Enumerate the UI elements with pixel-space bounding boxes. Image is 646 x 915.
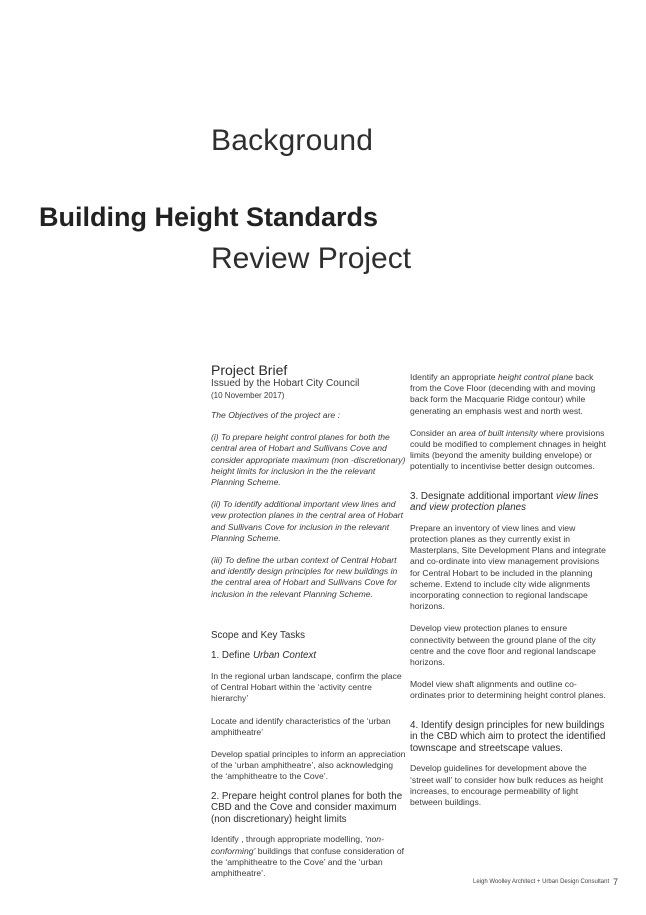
task-4-heading: 4. Identify design principles for new buildings in the CBD which aim to protect the identified townscape and streetscape values. — [410, 719, 606, 754]
task-1-italic: Urban Context — [252, 650, 317, 662]
page-heading-background: Background — [211, 124, 374, 157]
project-brief-date: (10 November 2017) — [211, 391, 285, 400]
task-4-paragraph-1: Develop guidelines for development above the ‘street wall’ to consider how bulk reduces as height increases, to encourage permeability of light between buildings. — [410, 763, 604, 808]
objectives-intro: The Objectives of the project are : — [211, 410, 340, 420]
right-column — [410, 372, 606, 819]
page-title: Building Height Standards — [39, 202, 379, 232]
objective-3: (iii) To define the urban context of Central Hobart and identify design principles for new buildings in the central area of Hobart and Sullivans Cove for inclusion in the relevant Planning Scheme. — [211, 555, 398, 599]
height-control-plane-paragraph — [410, 372, 606, 417]
task-1-prefix: 1. Define — [211, 650, 253, 662]
right-p2-italic: area of built intensity — [458, 427, 538, 438]
right-p1-text-b: back from the Cove Floor (decending with and moving back form the Macquarie Ridge contour) while generating an emphasis west and north west. — [410, 372, 596, 416]
project-brief-title: Project Brief — [211, 362, 288, 378]
project-brief-issued-by: Issued by the Hobart City Council — [211, 378, 360, 389]
right-p2-text-a: Consider an — [410, 427, 459, 438]
task-2-paragraph-1 — [211, 834, 407, 879]
page-subtitle: Review Project — [211, 242, 412, 275]
task-3-italic: view lines and view protection planes — [410, 490, 599, 514]
footer-credit: Leigh Woolley Architect + Urban Design Consultant — [473, 879, 610, 885]
objective-1: (i) To prepare height control planes for both the central area of Hobart and Sullivans Cove and consider appropriate maximum (non -discretionary) height limits for inclusion in the the relevant Planning Scheme. — [211, 432, 406, 488]
task-1-paragraph-2: Locate and identify characteristics of the ‘urban amphitheatre’ — [211, 715, 391, 737]
task-2-text-b: buildings that confuse consideration of the ‘amphitheatre to the Cove’ and the ‘urban amphitheatre’. — [211, 845, 404, 879]
task-2-heading: 2. Prepare height control planes for both the CBD and the Cove and consider maximum (non discretionary) height limits — [211, 790, 403, 825]
right-p1-text-a: Identify an appropriate — [410, 372, 498, 382]
page-number: 7 — [613, 877, 619, 887]
task-3-prefix: 3. Designate additional important — [410, 490, 556, 502]
objective-2: (ii) To identify additional important view lines and vew protection planes in the central area of Hobart and Sullivans Cove for inclusion in the relevant Planning Scheme. — [211, 499, 404, 543]
task-1-paragraph-1: In the regional urban landscape, confirm the place of Central Hobart within the ‘activity centre hierarchy’ — [211, 671, 402, 704]
task-3-paragraph-2: Develop view protection planes to ensure connectivity between the ground plane of the city centre and the cove floor and regional landscape horizons. — [410, 623, 596, 668]
task-1-paragraph-3: Develop spatial principles to inform an appreciation of the ‘urban amphitheatre’, also acknowledging the ‘amphitheatre to the Cove’. — [211, 749, 406, 782]
scope-heading: Scope and Key Tasks — [211, 629, 306, 641]
task-3-paragraph-1: Prepare an inventory of view lines and view protection planes as they currently exist in Masterplans, Site Development Plans and integrate and co-ordinate into view management provisions for Central Hobart to be included in the planning scheme. Extend to include city wide alignments incorporating connection to regional landscape horizons. — [410, 522, 606, 612]
left-column — [211, 362, 407, 890]
task-3-heading — [410, 491, 606, 514]
task-2-text-a: Identify , through appropriate modelling, — [211, 834, 365, 845]
built-intensity-paragraph — [410, 428, 606, 473]
task-2-italic: ‘non-conforming’ — [211, 834, 384, 856]
task-1-heading — [211, 650, 407, 662]
right-p1-italic: height control plane — [497, 372, 573, 382]
task-3-paragraph-3: Model view shaft alignments and outline co-ordinates prior to determining height control planes. — [410, 679, 606, 701]
right-p2-text-b: where provisions could be modified to complement chnages in height limits (beyond the amenity building envelope) or potentially to incentivise better design outcomes. — [410, 427, 606, 472]
